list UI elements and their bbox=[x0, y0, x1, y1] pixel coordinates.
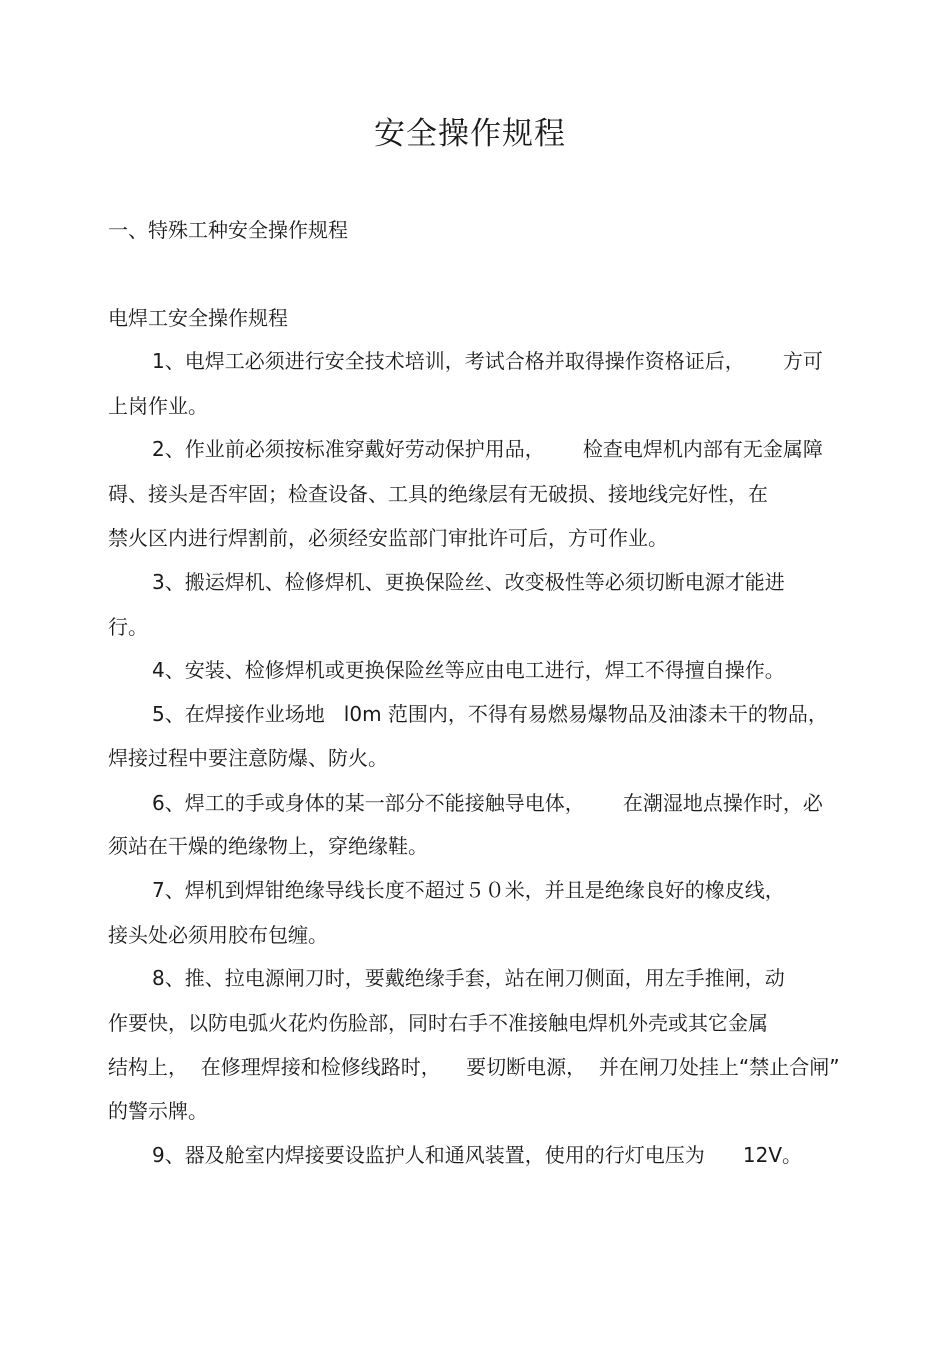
paragraph-line: 行。 bbox=[108, 615, 148, 639]
paragraph-line: 1、电焊工必须进行安全技术培训，考试合格并取得操作资格证后， 方可 bbox=[152, 349, 823, 373]
paragraph-line: 接头处必须用胶布包缠。 bbox=[108, 923, 328, 947]
paragraph-line: 5、在焊接作业场地 l0m 范围内，不得有易燃易爆物品及油漆未干的物品， bbox=[152, 702, 828, 726]
paragraph-line: 9、器及舱室内焊接要设监护人和通风装置，使用的行灯电压为 12V。 bbox=[152, 1143, 802, 1167]
paragraph-line: 焊接过程中要注意防爆、防火。 bbox=[108, 746, 388, 770]
paragraph-line: 结构上， 在修理焊接和检修线路时， 要切断电源， 并在闸刀处挂上“禁止合闸” bbox=[108, 1055, 840, 1079]
paragraph-line: 碍、接头是否牢固；检查设备、工具的绝缘层有无破损、接地线完好性，在 bbox=[108, 482, 768, 506]
subsection-heading: 电焊工安全操作规程 bbox=[108, 306, 288, 330]
section-heading: 一、特殊工种安全操作规程 bbox=[108, 218, 348, 242]
paragraph-line: 上岗作业。 bbox=[108, 394, 208, 418]
paragraph-line: 须站在干燥的绝缘物上，穿绝缘鞋。 bbox=[108, 834, 428, 858]
paragraph-line: 8、推、拉电源闸刀时，要戴绝缘手套，站在闸刀侧面，用左手推闸，动 bbox=[152, 966, 785, 990]
paragraph-line: 的警示牌。 bbox=[108, 1099, 208, 1123]
page-title: 安全操作规程 bbox=[374, 116, 566, 152]
paragraph-line: 3、搬运焊机、检修焊机、更换保险丝、改变极性等必须切断电源才能进 bbox=[152, 570, 785, 594]
paragraph-line: 作要快，以防电弧火花灼伤脸部，同时右手不准接触电焊机外壳或其它金属 bbox=[108, 1011, 768, 1035]
paragraph-line: 6、焊工的手或身体的某一部分不能接触导电体， 在潮湿地点操作时，必 bbox=[152, 791, 823, 815]
paragraph-line: 2、作业前必须按标准穿戴好劳动保护用品， 检查电焊机内部有无金属障 bbox=[152, 437, 823, 461]
paragraph-line: 7、焊机到焊钳绝缘导线长度不超过５０米，并且是绝缘良好的橡皮线， bbox=[152, 878, 785, 902]
paragraph-line: 禁火区内进行焊割前，必须经安监部门审批许可后，方可作业。 bbox=[108, 526, 668, 550]
paragraph-line: 4、安装、检修焊机或更换保险丝等应由电工进行，焊工不得擅自操作。 bbox=[152, 658, 785, 682]
